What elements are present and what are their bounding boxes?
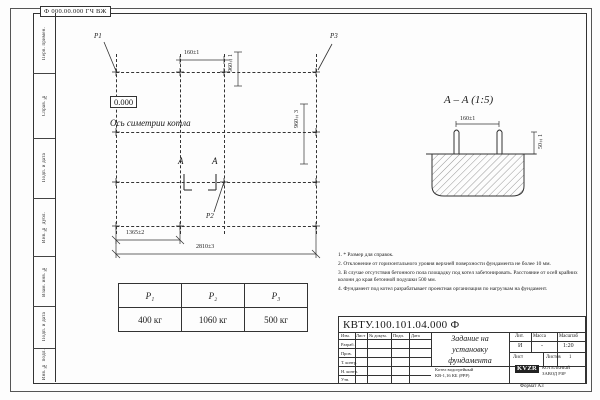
left-cell-label-5: Подп. и дата [41,312,47,342]
company-line-1: КОТЕЛЬНЫЙ [542,365,571,370]
left-cell-1 [33,73,55,139]
loads-header-p3: P₃ [245,284,308,308]
loads-header-p2: P₂ [182,284,245,308]
table-row-headers [119,284,308,308]
loads-value-p1: 400 кг [119,308,182,332]
left-cell-0 [33,13,55,74]
left-cell-label-3: Инв. № дубл. [41,211,47,243]
product-name [435,367,507,379]
grid-header-data: Дата [411,333,420,338]
label-sheet: Лист [513,355,524,360]
task-line-1: Задание на [451,334,489,343]
grid-row-3 [339,357,431,358]
dim-960-vert-2: 960±3 [294,110,300,128]
section-label-right: А [212,156,218,166]
right-col-1 [531,332,532,352]
format-note: Формат А3 [520,384,544,389]
left-cell-label-0: Перв. примен. [41,26,47,60]
point-label-p1: P1 [94,32,102,40]
product-line-1: Котел водогрейный [435,367,474,372]
grid-col-1 [355,332,356,383]
right-row-2 [509,352,585,353]
grid-header-doc: № докум. [369,333,387,338]
grid-header-list: Лист [356,333,366,338]
task-title [435,334,505,366]
product-line-2: КВ-1,16 КБ (РРР) [435,372,470,378]
signature-grid [339,332,431,383]
left-cell-label-1: Справ. № [41,94,47,117]
grid-col-2 [367,332,368,383]
title-block-vline-2 [509,332,510,383]
dimension-lines [56,14,376,244]
left-cell-label-4: Взам. инв. № [41,265,47,297]
notes-block [338,252,582,295]
task-line-3: фундамента [448,355,492,365]
loads-value-p2: 1060 кг [182,308,245,332]
grid-row-label-3: Н. контр. [341,368,359,374]
loads-header-p1: P₁ [119,284,182,308]
grid-row-4 [339,366,431,367]
drawing-code: КВТУ.100.101.04.000 Ф [343,319,460,331]
title-block-vline-1 [431,332,432,366]
left-cell-label-2: Подп. и дата [41,153,47,183]
point-label-p2: P2 [206,212,214,220]
elevation-mark: 0.000 [110,96,137,108]
section-aa-drawing [426,124,576,214]
dim-1365: 1365±2 [126,230,145,236]
section-dim-160: 160±1 [460,116,476,122]
section-dim-50: 50±1 [538,134,544,149]
table-row-values [119,308,308,332]
top-code-text: Ф 000.00.000 ГЧ ВЖ [40,6,111,17]
left-stamp-column [33,13,56,382]
title-block [338,316,586,384]
left-cell-label-6: Инв. № подл. [41,349,47,381]
point-label-p3: P3 [330,32,338,40]
left-cell-3 [33,198,55,257]
dim-960-vert-1: 960±1 [228,54,234,72]
grid-col-3 [391,332,392,383]
grid-row-2 [339,348,431,349]
grid-row-label-1: Пров. [341,350,352,356]
left-cell-2 [33,138,55,199]
right-col-2 [557,332,558,366]
label-lit: Лит. [515,334,524,339]
value-sheets: 1 [569,355,572,360]
label-sheets: Листов [546,355,561,360]
task-line-2: установку [452,344,488,354]
grid-row-label-4: Утв. [341,377,350,382]
grid-row-label-2: Т. контр. [341,359,358,365]
value-mass: - [541,343,543,349]
grid-row-5 [339,375,431,376]
right-col-3 [543,352,544,366]
loads-value-p3: 500 кг [245,308,308,332]
left-cell-4 [33,256,55,307]
grid-row-1 [339,339,431,340]
value-lit: И [518,343,523,349]
plan-view [56,14,584,254]
grid-row-label-0: Разраб. [341,341,355,347]
left-cell-6 [33,348,55,382]
axis-symmetry-label: Ось симетрии котла [110,118,191,128]
company-line-2: ЗАВОД РЗР [542,370,566,376]
grid-header-izm: Изм. [341,333,350,338]
right-row-1 [509,341,585,342]
grid-header-podp: Подп. [393,333,404,338]
note-4: 4. Фундамент под котел разрабатывает проектная организация по нагрузкам на фундамент. [338,286,548,293]
note-3: 3. В случае отсутствия бетонного пола площадку под котел забетонировать. Расстояние от осей крайних колонн до края бетонной подушки 500 мм. [338,269,578,284]
note-2: 2. Отклонение от горизонтального уровня верхней поверхности фундамента не более 10 мм. [338,260,551,267]
dim-2810: 2810±3 [196,244,215,250]
grid-col-4 [409,332,410,383]
note-1: 1. * Размер для справок. [338,252,394,258]
dim-160-top: 160±1 [184,50,200,56]
section-label-left: А [178,156,184,166]
product-divider [431,366,509,367]
company-logo-block [515,365,570,376]
value-scale: 1:20 [563,343,574,349]
label-mass: Масса [533,334,546,339]
left-cell-5 [33,306,55,349]
loads-table [118,283,308,332]
label-scale: Масштаб [559,334,578,339]
section-aa-title: А – А (1:5) [444,94,494,106]
company-logo: KVZR [517,365,537,372]
